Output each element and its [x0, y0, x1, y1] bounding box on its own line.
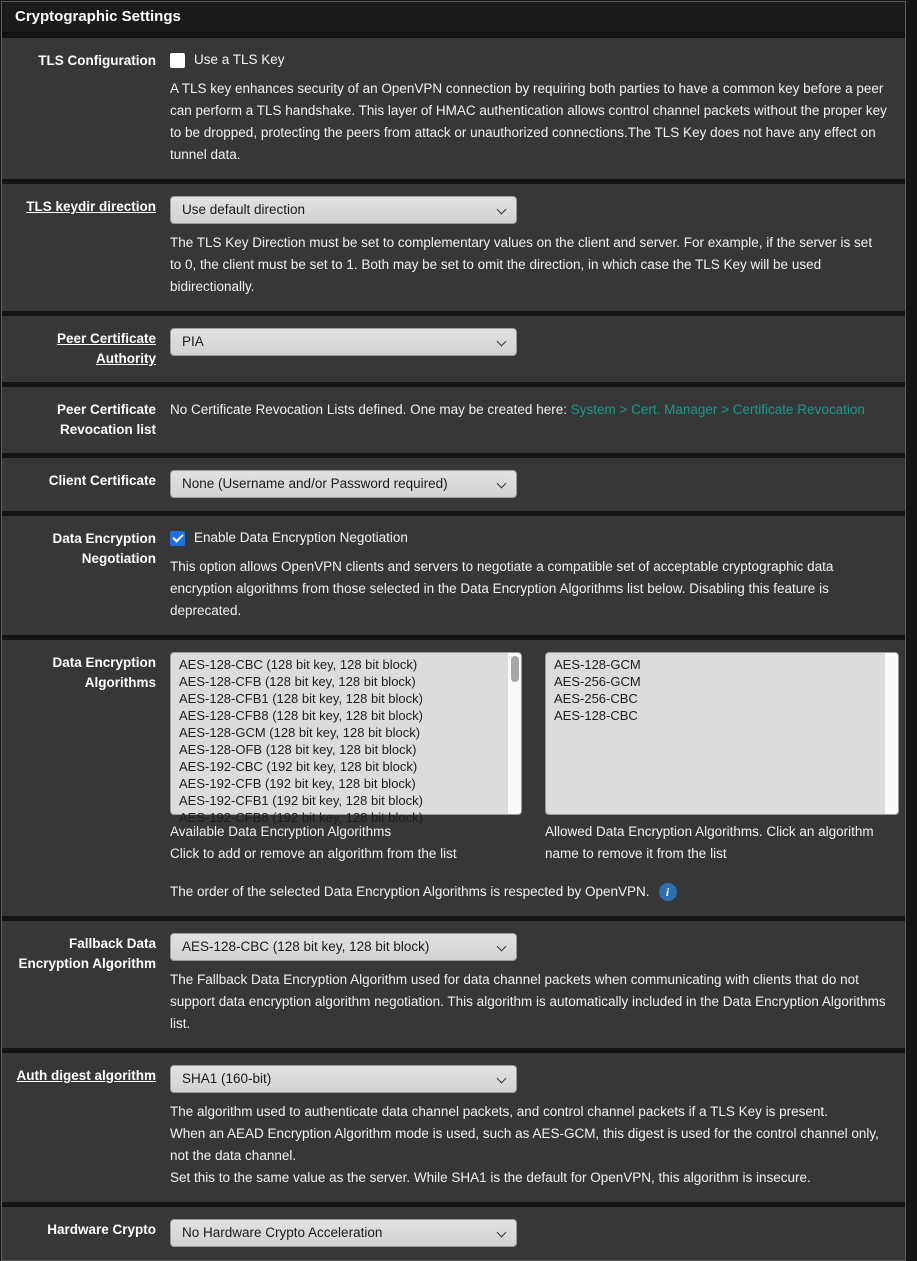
- fallback-algorithm-description: The Fallback Data Encryption Algorithm used for data channel packets when communicating with clients that do not support data encryption algorithm negotiation. This algorithm is automatically included in the Data Encryption Algorithms list.: [170, 972, 886, 1031]
- list-option[interactable]: AES-128-CFB (128 bit key, 128 bit block): [179, 674, 416, 689]
- row-peer-certificate-authority: [2, 316, 905, 382]
- row-client-certificate: [2, 458, 905, 511]
- client-certificate-select[interactable]: [170, 470, 517, 498]
- hardware-crypto-label: Hardware Crypto: [47, 1222, 156, 1237]
- auth-digest-description-line2: When an AEAD Encryption Algorithm mode is used, such as AES-GCM, this digest is used for the control channel only, not the data channel.: [170, 1126, 879, 1163]
- chevron-down-icon: [498, 1075, 505, 1082]
- available-algorithms-caption: Available Data Encryption Algorithms: [170, 824, 392, 839]
- panel-title: Cryptographic Settings: [2, 2, 905, 33]
- auth-digest-algorithm-label[interactable]: Auth digest algorithm: [16, 1068, 156, 1083]
- list-option[interactable]: AES-256-CBC: [554, 691, 638, 706]
- row-data-encryption-negotiation: [2, 516, 905, 635]
- scrollbar-track: [885, 653, 898, 814]
- order-note-text: The order of the selected Data Encryption Algorithms is respected by OpenVPN.: [170, 884, 650, 899]
- scrollbar-thumb[interactable]: [511, 656, 519, 682]
- enable-data-encryption-negotiation-checkbox-label[interactable]: Enable Data Encryption Negotiation: [194, 530, 408, 545]
- fallback-algorithm-select[interactable]: [170, 933, 517, 961]
- use-tls-key-checkbox[interactable]: [170, 53, 185, 68]
- auth-digest-algorithm-select[interactable]: [170, 1065, 517, 1093]
- data-encryption-negotiation-description: This option allows OpenVPN clients and servers to negotiate a compatible set of acceptable cryptographic data encryption algorithms from those selected in the Data Encryption Algorithms list below. Disabling this feature is deprecated.: [170, 559, 834, 618]
- chevron-down-icon: [498, 206, 505, 213]
- row-tls-keydir-direction: [2, 184, 905, 311]
- list-option[interactable]: AES-128-CFB8 (128 bit key, 128 bit block): [179, 708, 423, 723]
- enable-data-encryption-negotiation-checkbox[interactable]: [170, 531, 185, 546]
- client-certificate-value: None (Username and/or Password required): [182, 476, 448, 491]
- peer-certificate-revocation-text: No Certificate Revocation Lists defined. One may be created here:: [170, 402, 571, 417]
- cryptographic-settings-panel: [1, 1, 906, 1261]
- tls-configuration-description: A TLS key enhances security of an OpenVPN connection by requiring both parties to have a common key before a peer can perform a TLS handshake. This layer of HMAC authentication allows control channel packets without the proper key to be dropped, protecting the peers from attack or unauthorized connections.The TLS Key does not have any effect on tunnel data.: [170, 81, 887, 162]
- list-option[interactable]: AES-128-GCM (128 bit key, 128 bit block): [179, 725, 421, 740]
- chevron-down-icon: [498, 480, 505, 487]
- list-option[interactable]: AES-256-GCM: [554, 674, 641, 689]
- tls-keydir-direction-select[interactable]: [170, 196, 517, 224]
- peer-certificate-authority-label[interactable]: Peer Certificate Authority: [56, 331, 156, 366]
- use-tls-key-checkbox-label[interactable]: Use a TLS Key: [194, 52, 285, 67]
- list-option[interactable]: AES-192-CFB8 (192 bit key, 128 bit block): [179, 810, 423, 825]
- list-option[interactable]: AES-128-OFB (128 bit key, 128 bit block): [179, 742, 417, 757]
- allowed-algorithms-listbox[interactable]: [545, 652, 899, 815]
- fallback-algorithm-label: Fallback Data Encryption Algorithm: [18, 936, 156, 971]
- available-algorithms-hint: Click to add or remove an algorithm from the list: [170, 846, 457, 861]
- auth-digest-algorithm-value: SHA1 (160-bit): [182, 1071, 272, 1086]
- chevron-down-icon: [498, 943, 505, 950]
- tls-keydir-direction-description: The TLS Key Direction must be set to complementary values on the client and server. For example, if the server is set to 0, the client must be set to 1. Both may be set to omit the direction, in which case the TLS Key will be used bidirectionally.: [170, 235, 873, 294]
- peer-certificate-authority-select[interactable]: [170, 328, 517, 356]
- list-option[interactable]: AES-192-CFB1 (192 bit key, 128 bit block): [179, 793, 423, 808]
- list-option[interactable]: AES-128-CBC (128 bit key, 128 bit block): [179, 657, 418, 672]
- data-encryption-algorithms-label: Data Encryption Algorithms: [52, 655, 156, 690]
- row-auth-digest-algorithm: [2, 1053, 905, 1202]
- data-encryption-negotiation-label: Data Encryption Negotiation: [52, 531, 156, 566]
- list-option[interactable]: AES-192-CBC (192 bit key, 128 bit block): [179, 759, 418, 774]
- info-icon[interactable]: [659, 883, 677, 901]
- auth-digest-description-line3: Set this to the same value as the server. While SHA1 is the default for OpenVPN, this algorithm is insecure.: [170, 1170, 811, 1185]
- fallback-algorithm-value: AES-128-CBC (128 bit key, 128 bit block): [182, 939, 430, 954]
- auth-digest-description-line1: The algorithm used to authenticate data channel packets, and control channel packets if a TLS Key is present.: [170, 1104, 828, 1119]
- peer-certificate-revocation-label: Peer Certificate Revocation list: [56, 402, 156, 437]
- row-data-encryption-algorithms: [2, 640, 905, 916]
- list-option[interactable]: AES-128-CBC: [554, 708, 638, 723]
- chevron-down-icon: [498, 338, 505, 345]
- row-fallback-data-encryption-algorithm: [2, 921, 905, 1048]
- tls-keydir-direction-value: Use default direction: [182, 202, 306, 217]
- hardware-crypto-value: No Hardware Crypto Acceleration: [182, 1225, 383, 1240]
- hardware-crypto-select[interactable]: [170, 1219, 517, 1247]
- row-hardware-crypto: [2, 1207, 905, 1260]
- peer-certificate-authority-value: PIA: [182, 334, 204, 349]
- tls-keydir-direction-label[interactable]: TLS keydir direction: [26, 199, 156, 214]
- certificate-revocation-link[interactable]: System > Cert. Manager > Certificate Revocation: [570, 402, 865, 417]
- row-peer-certificate-revocation: [2, 387, 905, 453]
- list-option[interactable]: AES-128-CFB1 (128 bit key, 128 bit block): [179, 691, 423, 706]
- chevron-down-icon: [498, 1229, 505, 1236]
- client-certificate-label: Client Certificate: [48, 473, 156, 488]
- scrollbar-track: [508, 653, 521, 814]
- list-option[interactable]: AES-128-GCM: [554, 657, 641, 672]
- available-algorithms-listbox[interactable]: [170, 652, 522, 825]
- list-option[interactable]: AES-192-CFB (192 bit key, 128 bit block): [179, 776, 416, 791]
- tls-configuration-label: TLS Configuration: [38, 53, 156, 68]
- row-tls-configuration: [2, 38, 905, 179]
- allowed-algorithms-caption: Allowed Data Encryption Algorithms. Click an algorithm name to remove it from the list: [545, 824, 874, 861]
